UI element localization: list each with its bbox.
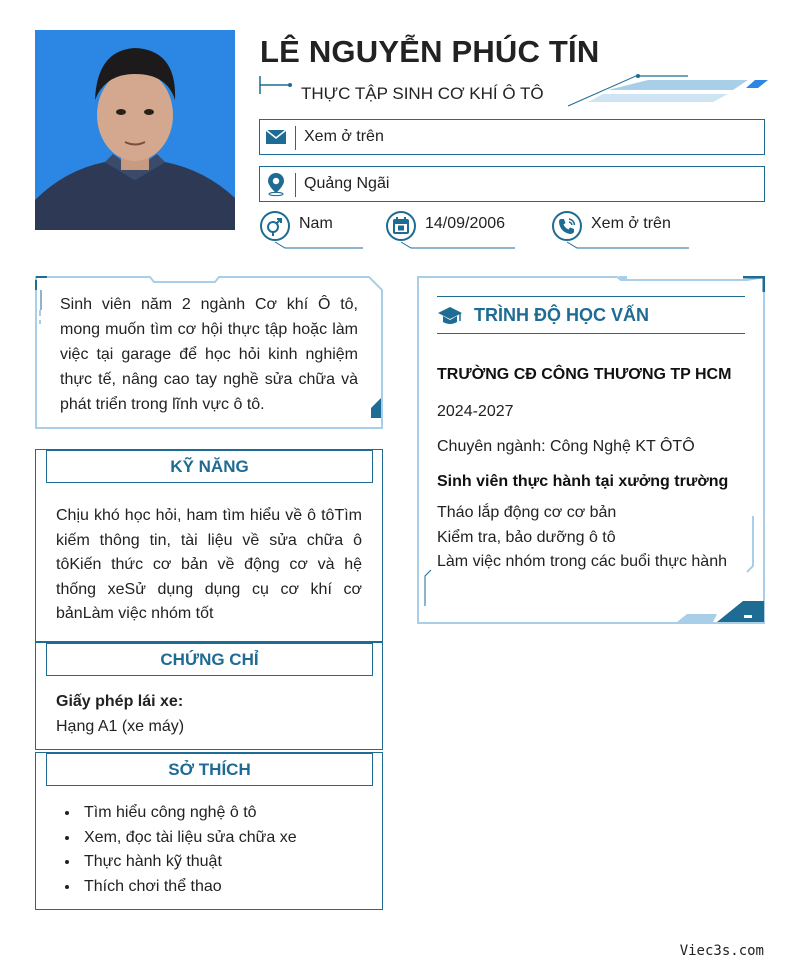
gender-icon (259, 210, 291, 242)
list-item: • Xem, đọc tài liệu sửa chữa xe (80, 826, 297, 851)
watermark: Viec3s.com (679, 943, 764, 959)
skills-heading: KỸ NĂNG (46, 450, 373, 483)
list-item: Làm việc nhóm trong các buổi thực hành (437, 553, 727, 570)
certificates-section (35, 642, 383, 750)
gender-value: Nam (299, 215, 333, 232)
skills-section (35, 449, 383, 642)
hobbies-list (80, 801, 297, 899)
candidate-name: LÊ NGUYỄN PHÚC TÍN (260, 34, 600, 69)
location-pin-icon (264, 171, 290, 197)
envelope-icon (264, 124, 290, 150)
duties-list (437, 501, 727, 575)
email-row (259, 119, 765, 155)
hobbies-heading: SỞ THÍCH (46, 753, 373, 786)
hobbies-section (35, 752, 383, 910)
education-heading: TRÌNH ĐỘ HỌC VẤN (474, 305, 649, 325)
school-name: TRƯỜNG CĐ CÔNG THƯƠNG TP HCM (437, 366, 732, 383)
certificate-name: Giấy phép lái xe: (56, 693, 184, 710)
practice-role: Sinh viên thực hành tại xưởng trường (437, 473, 729, 490)
major: Chuyên ngành: Công Nghệ KT ÔTÔ (437, 438, 695, 455)
job-title: THỰC TẬP SINH CƠ KHÍ Ô TÔ (301, 84, 544, 103)
email-value: Xem ở trên (304, 128, 384, 145)
birthday-item (385, 210, 520, 250)
phone-item (551, 210, 691, 250)
objective-text: Sinh viên năm 2 ngành Cơ khí Ô tô, mong muốn tìm cơ hội thực tập hoặc làm việc tại garage để học hỏi kinh nghiệm thực tế, nâng cao tay nghề sửa chữa và phát triển trong lĩnh vực ô tô. (60, 296, 358, 413)
graduation-cap-icon (437, 304, 463, 328)
birthday-value: 14/09/2006 (425, 215, 506, 232)
divider (295, 173, 296, 197)
list-item: Kiểm tra, bảo dưỡng ô tô (437, 528, 616, 546)
skills-text: Chịu khó học hỏi, ham tìm hiểu về ô tôTìm kiếm thông tin, tài liệu về sửa chữa ô tôKiến thức cơ bản về động cơ và hệ thống xeSử dụng dụng cụ cơ khí cơ bảnLàm việc nhóm tốt (56, 507, 362, 622)
list-item: Tháo lắp động cơ cơ bản (437, 504, 617, 521)
profile-photo (35, 30, 235, 230)
education-header (437, 296, 745, 334)
address-row (259, 166, 765, 202)
phone-value: Xem ở trên (591, 215, 671, 232)
certificate-detail: Hạng A1 (xe máy) (56, 718, 185, 735)
list-item: • Thực hành kỹ thuật (80, 850, 297, 875)
job-title-row (258, 84, 778, 110)
divider (295, 126, 296, 150)
education-section (417, 276, 765, 624)
list-item: • Tìm hiểu công nghệ ô tô (80, 801, 297, 826)
phone-icon (551, 210, 583, 242)
certificates-heading: CHỨNG CHỈ (46, 643, 373, 676)
list-item: • Thích chơi thể thao (80, 875, 297, 900)
career-objective (35, 276, 383, 429)
study-years: 2024-2027 (437, 403, 514, 420)
calendar-icon (385, 210, 417, 242)
gender-item (259, 210, 369, 250)
address-value: Quảng Ngãi (304, 175, 390, 192)
